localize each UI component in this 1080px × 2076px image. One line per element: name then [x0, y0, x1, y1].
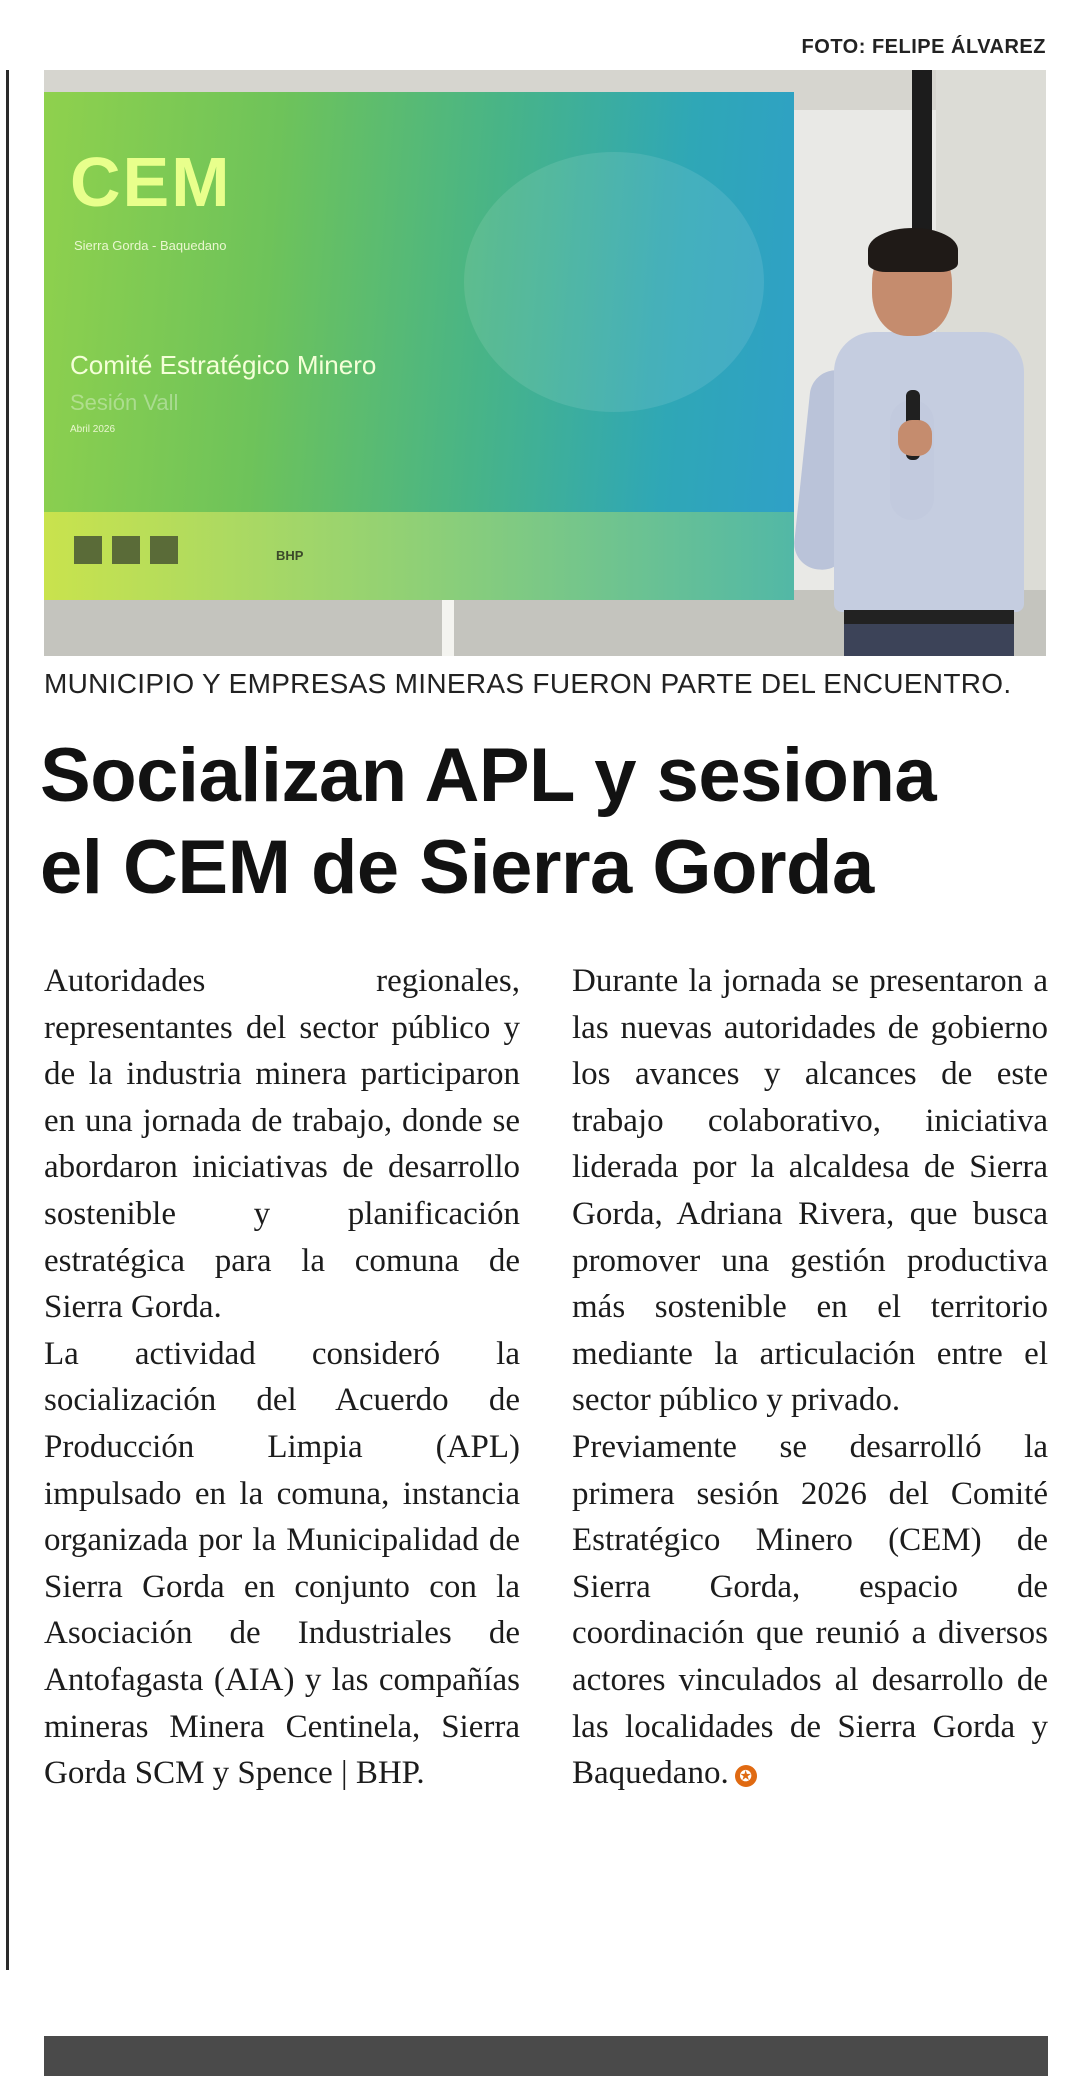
screen-stand — [442, 600, 454, 656]
bottom-rule — [44, 2036, 1048, 2076]
slide-title: Comité Estratégico Minero — [70, 350, 377, 380]
article-headline — [40, 730, 1050, 914]
article-photo — [44, 70, 1046, 656]
paragraph-last — [572, 1424, 1048, 1797]
sponsor-logo — [150, 536, 178, 564]
photo-credit: FOTO: FELIPE ÁLVAREZ — [801, 36, 1046, 58]
article-column-right — [572, 958, 1048, 1797]
speaker-figure — [794, 220, 1034, 656]
slide-subtitle: Sierra Gorda - Baquedano — [74, 238, 227, 253]
article-column-left — [44, 958, 520, 1797]
paragraph: Autoridades regionales, representantes del sector público y de la industria minera participaron en una jornada de trabajo, donde se abordaron iniciativas de desarrollo sostenible y planificación estratégica para la comuna de Sierra Gorda. — [44, 963, 520, 1326]
headline-line-1: Socializan APL y sesiona — [40, 733, 937, 818]
star-end-mark-icon: ✪ — [735, 1765, 757, 1787]
speaker-hand — [898, 420, 932, 456]
sponsor-logo — [112, 536, 140, 564]
speaker-belt — [844, 610, 1014, 624]
speaker-hair — [868, 228, 958, 272]
speaker-pants — [844, 624, 1014, 656]
sponsor-logo — [74, 536, 102, 564]
paragraph: Durante la jornada se presentaron a las nuevas autoridades de gobierno los avances y alcances de este trabajo colaborativo, iniciativa liderada por la alcaldesa de Sierra Gorda, Adriana Rivera, que busca promover una gestión productiva más sostenible en el territorio mediante la articulación entre el sector público y privado. — [572, 963, 1048, 1419]
screen-glow — [464, 152, 764, 412]
slide-date: Abril 2026 — [70, 424, 116, 435]
left-column-rule — [6, 70, 9, 1970]
photo-caption: MUNICIPIO Y EMPRESAS MINERAS FUERON PARTE DEL ENCUENTRO. — [44, 668, 1012, 699]
projection-screen — [44, 92, 794, 600]
headline-line-2: el CEM de Sierra Gorda — [40, 825, 874, 910]
slide-logo-text: CEM — [70, 143, 232, 221]
paragraph-text: Previamente se desarrolló la primera sesión 2026 del Comité Estratégico Minero (CEM) de Sierra Gorda, espacio de coordinación que reunió a diversos actores vinculados al desarrollo de las localidades de Sierra Gorda y Baquedano. — [572, 1428, 1048, 1792]
slide-sponsor-text: BHP — [276, 548, 304, 563]
paragraph: La actividad consideró la socialización del Acuerdo de Producción Limpia (APL) impulsado en la comuna, instancia organizada por la Municipalidad de Sierra Gorda en conjunto con la Asociación de Industriales de Antofagasta (AIA) y las compañías mineras Minera Centinela, Sierra Gorda SCM y Spence | BHP. — [44, 1335, 520, 1792]
slide-session: Sesión Vall — [70, 390, 179, 415]
